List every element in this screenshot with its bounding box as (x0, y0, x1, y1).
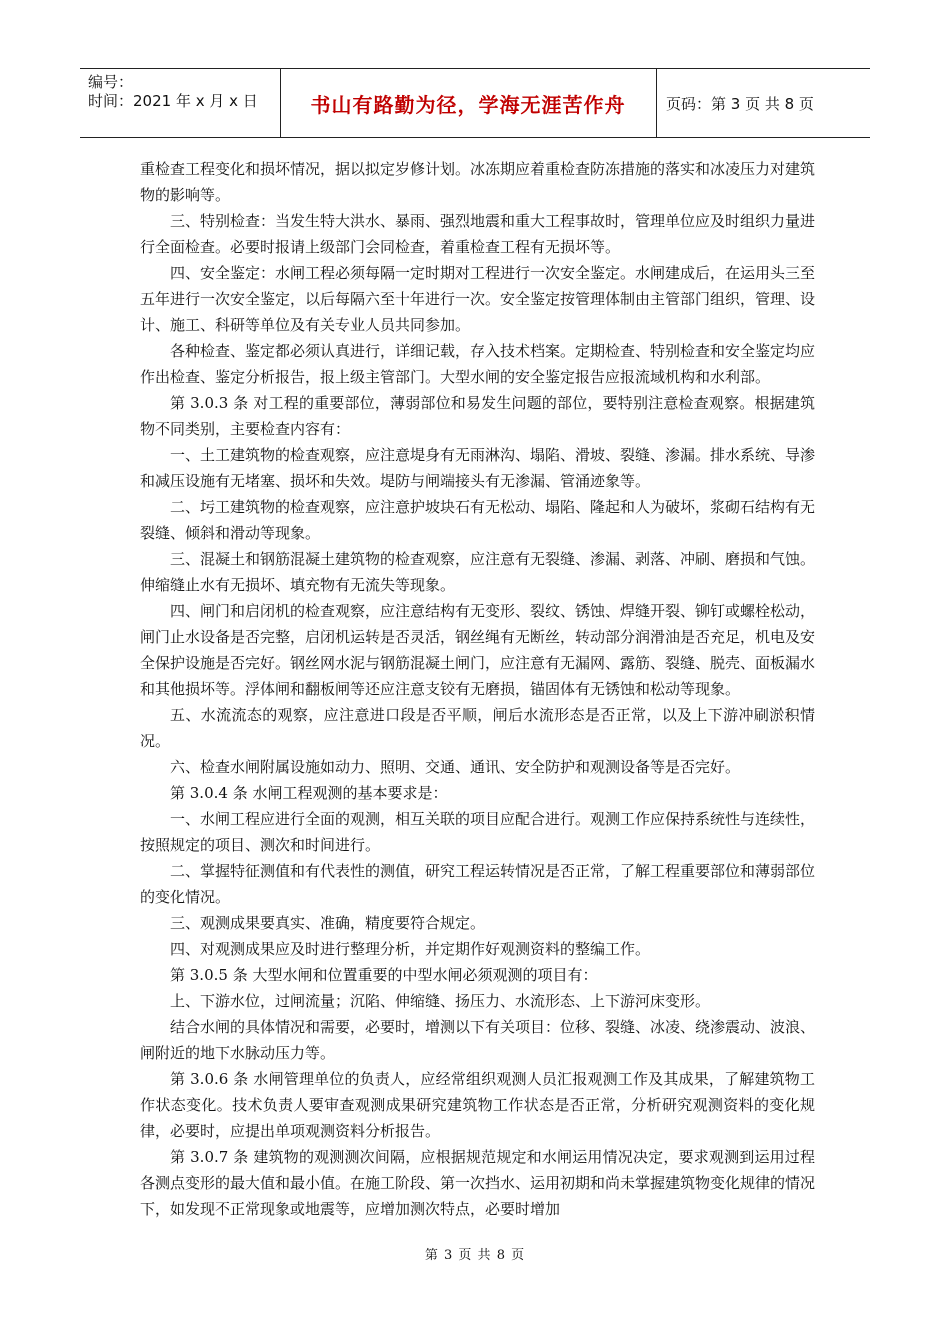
paragraph: 二、圬工建筑物的检查观察，应注意护坡块石有无松动、塌陷、隆起和人为破坏，浆砌石结构有无裂缝、倾斜和滑动等现象。 (140, 498, 816, 542)
paragraph: 一、水闸工程应进行全面的观测，相互关联的项目应配合进行。观测工作应保持系统性与连续性，按照规定的项目、测次和时间进行。 (140, 810, 816, 854)
page-footer: 第 3 页 共 8 页 (424, 1248, 526, 1263)
header-page-number: 页码：第 3 页 共 8 页 (666, 94, 814, 113)
paragraph: 第 3.0.4 条 水闸工程观测的基本要求是： (170, 784, 448, 802)
paragraph: 第 3.0.3 条 对工程的重要部位，薄弱部位和易发生问题的部位，要特别注意检查观察。根据建筑物不同类别，主要检查内容有： (140, 394, 815, 438)
header-motto: 书山有路勤为径，学海无涯苦作舟 (310, 92, 626, 117)
document-body (140, 156, 815, 1222)
header-number-label: 编号： (88, 73, 134, 91)
paragraph: 三、特别检查：当发生特大洪水、暴雨、强烈地震和重大工程事故时，管理单位应及时组织力量进行全面检查。必要时报请上级部门会同检查，着重检查工程有无损坏等。 (140, 212, 816, 256)
paragraph: 各种检查、鉴定都必须认真进行，详细记载，存入技术档案。定期检查、特别检查和安全鉴定均应作出检查、鉴定分析报告，报上级主管部门。大型水闸的安全鉴定报告应报流域机构和水利部。 (140, 342, 816, 386)
paragraph: 三、混凝土和钢筋混凝土建筑物的检查观察，应注意有无裂缝、渗漏、剥落、冲刷、磨损和气蚀。伸缩缝止水有无损坏、填充物有无流失等现象。 (140, 550, 816, 594)
paragraph: 四、对观测成果应及时进行整理分析，并定期作好观测资料的整编工作。 (170, 940, 651, 958)
paragraph: 上、下游水位，过闸流量；沉陷、伸缩缝、扬压力、水流形态、上下游河床变形。 (170, 992, 711, 1010)
paragraph: 第 3.0.6 条 水闸管理单位的负责人，应经常组织观测人员汇报观测工作及其成果，了解建筑物工作状态变化。技术负责人要审查观测成果研究建筑物工作状态是否正常，分析研究观测资料的变化规律，必要时，应提出单项观测资料分析报告。 (140, 1070, 815, 1140)
paragraph: 第 3.0.7 条 建筑物的观测测次间隔，应根据规范规定和水闸运用情况决定，要求观测到运用过程各测点变形的最大值和最小值。在施工阶段、第一次挡水、运用初期和尚未掌握建筑物变化规律的情况下，如发现不正常现象或地震等，应增加测次特点，必要时增加 (140, 1148, 816, 1218)
page-header (80, 68, 870, 138)
header-time-label: 时间：2021 年 x 月 x 日 (88, 92, 258, 110)
paragraph: 重检查工程变化和损坏情况，据以拟定岁修计划。冰冻期应着重检查防冻措施的落实和冰凌压力对建筑物的影响等。 (140, 160, 816, 204)
paragraph: 三、观测成果要真实、准确，精度要符合规定。 (170, 914, 486, 932)
paragraph: 一、土工建筑物的检查观察，应注意堤身有无雨淋沟、塌陷、滑坡、裂缝、渗漏。排水系统、导渗和减压设施有无堵塞、损坏和失效。堤防与闸端接头有无渗漏、管涌迹象等。 (140, 446, 816, 490)
paragraph: 五、水流流态的观察，应注意进口段是否平顺，闸后水流形态是否正常，以及上下游冲刷淤积情况。 (140, 706, 815, 750)
paragraph: 第 3.0.5 条 大型水闸和位置重要的中型水闸必须观测的项目有： (170, 966, 598, 984)
paragraph: 四、安全鉴定：水闸工程必须每隔一定时期对工程进行一次安全鉴定。水闸建成后，在运用头三至五年进行一次安全鉴定，以后每隔六至十年进行一次。安全鉴定按管理体制由主管部门组织，管理、设计、施工、科研等单位及有关专业人员共同参加。 (140, 264, 816, 334)
header-meta (88, 73, 278, 111)
paragraph: 结合水闸的具体情况和需要，必要时，增测以下有关项目：位移、裂缝、冰凌、绕渗震动、波浪、闸附近的地下水脉动压力等。 (140, 1018, 816, 1062)
paragraph: 四、闸门和启闭机的检查观察，应注意结构有无变形、裂纹、锈蚀、焊缝开裂、铆钉或螺栓松动，闸门止水设备是否完整，启闭机运转是否灵活，钢丝绳有无断丝，转动部分润滑油是否充足，机电及安全保护设施是否完好。钢丝网水泥与钢筋混凝土闸门，应注意有无漏网、露筋、裂缝、脱壳、面板漏水和其他损坏等。浮体闸和翻板闸等还应注意支铰有无磨损，锚固体有无锈蚀和松动等现象。 (140, 602, 816, 698)
paragraph: 二、掌握特征测值和有代表性的测值，研究工程运转情况是否正常，了解工程重要部位和薄弱部位的变化情况。 (140, 862, 816, 906)
paragraph: 六、检查水闸附属设施如动力、照明、交通、通讯、安全防护和观测设备等是否完好。 (170, 758, 741, 776)
